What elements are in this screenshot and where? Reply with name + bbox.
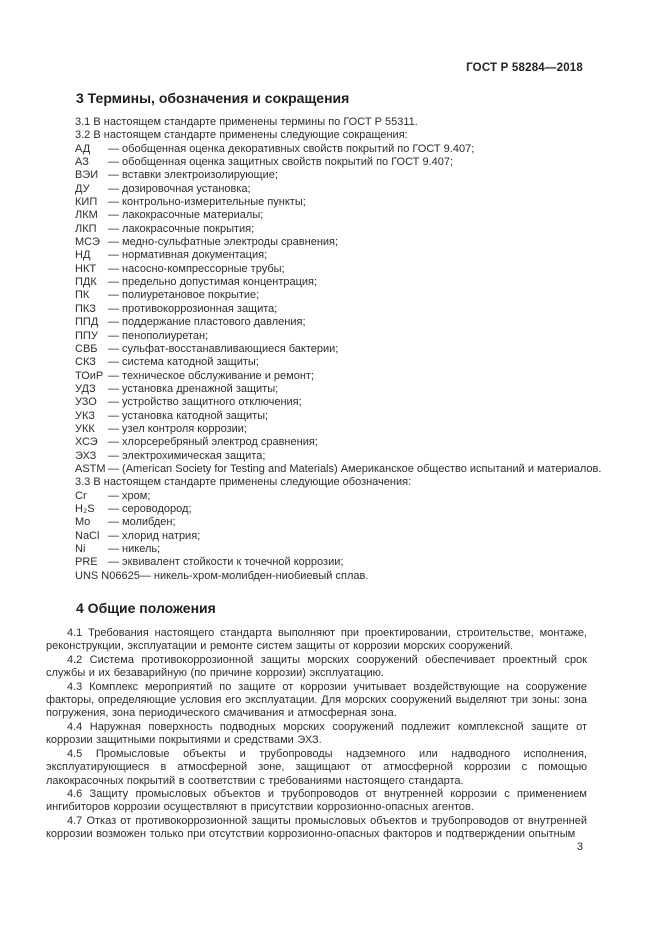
designation-symbol: Mo: [75, 516, 91, 529]
abbreviations-list: [75, 142, 602, 477]
abbreviation-row: [75, 223, 587, 236]
abbreviation-row: [75, 303, 587, 316]
abbreviation-term: УКЗ: [75, 409, 95, 422]
abbreviation-definition: — предельно допустимая концентрация;: [108, 276, 318, 289]
designation-symbol: H₂S: [75, 502, 95, 515]
abbreviation-row: [75, 410, 587, 423]
paragraph-3-2: 3.2 В настоящем стандарте применены следующие сокращения:: [75, 129, 408, 142]
abbreviation-definition: — установка дренажной защиты;: [108, 382, 279, 395]
abbreviation-definition: — вставки электроизолирующие;: [108, 169, 278, 182]
section-4-title: 4 Общие положения: [76, 600, 216, 617]
abbreviation-row: [75, 450, 587, 463]
designation-definition: — молибден;: [108, 516, 176, 529]
abbreviation-term: ЛКП: [75, 222, 97, 235]
abbreviation-term: ПДК: [75, 276, 97, 289]
abbreviation-row: [75, 209, 587, 222]
abbreviation-definition: — обобщенная оценка защитных свойств покрытий по ГОСТ 9.407;: [108, 156, 454, 169]
abbreviation-definition: — лакокрасочные покрытия;: [108, 222, 255, 235]
abbreviation-term: ПКЗ: [75, 302, 96, 315]
designation-row: [75, 556, 587, 569]
designation-row: [75, 530, 587, 543]
paragraph-3-3: 3.3 В настоящем стандарте применены следующие обозначения:: [75, 476, 412, 489]
abbreviation-term: НКТ: [75, 262, 97, 275]
abbreviation-term: МСЭ: [75, 236, 100, 249]
designation-definition: — хлорид натрия;: [108, 529, 201, 542]
abbreviation-term: СКЗ: [75, 356, 96, 369]
abbreviation-term: ППУ: [75, 329, 98, 342]
page-number: 3: [576, 841, 583, 853]
abbreviation-definition: — система катодной защиты;: [108, 356, 259, 369]
abbreviation-row: [75, 462, 602, 476]
abbreviation-definition: — установка катодной защиты;: [108, 409, 269, 422]
section-4-paragraphs: [46, 627, 587, 842]
abbreviation-term: ХСЭ: [75, 436, 98, 449]
abbreviation-row: [75, 263, 587, 276]
abbreviation-definition: — поддержание пластового давления;: [108, 316, 306, 329]
body-paragraph: 4.3 Комплекс мероприятий по защите от коррозии учитывает воздействующие на сооружение факторы, определяющие условия его эксплуатации. Для морских сооружений выделяют три зоны: зона погружения, зона периодического смачивания и атмосферная зона.: [46, 680, 587, 720]
paragraph-3-1: 3.1 В настоящем стандарте применены термины по ГОСТ Р 55311.: [75, 116, 418, 128]
abbreviation-definition: — (American Society for Testing and Materials) Американское общество испытаний и материалов.: [108, 462, 602, 475]
abbreviation-row: [75, 143, 587, 156]
abbreviation-term: УЗО: [75, 396, 97, 409]
abbreviation-row: [75, 196, 587, 209]
designation-definition: — никель-хром-молибден-ниобиевый сплав.: [139, 569, 369, 582]
designation-row: [75, 570, 587, 583]
designation-definition: — эквивалент стойкости к точечной коррозии;: [108, 556, 344, 569]
abbreviation-row: [75, 249, 587, 262]
designation-symbol: Cr: [75, 489, 87, 502]
designation-definition: — сероводород;: [108, 502, 192, 515]
abbreviation-row: [75, 316, 587, 329]
abbreviation-definition: — устройство защитного отключения;: [108, 396, 302, 409]
abbreviation-row: [75, 156, 587, 169]
abbreviation-definition: — полиуретановое покрытие;: [108, 289, 260, 302]
abbreviation-term: СВБ: [75, 342, 98, 355]
abbreviation-row: [75, 289, 587, 302]
abbreviation-definition: — обобщенная оценка декоративных свойств покрытий по ГОСТ 9.407;: [108, 142, 475, 155]
abbreviation-term: НД: [75, 249, 91, 262]
body-paragraph: 4.4 Наружная поверхность подводных морских сооружений подлежит комплексной защите от коррозии защитными покрытиями и средствами ЭХЗ.: [46, 720, 587, 747]
body-paragraph: 4.2 Система противокоррозионной защиты морских сооружений обеспечивает проектный срок службы и их безаварийную (по причине коррозии) эксплуатацию.: [46, 653, 587, 680]
designation-symbol: NaCl: [75, 529, 100, 542]
designation-symbol: Ni: [75, 543, 86, 555]
body-paragraph: 4.7 Отказ от противокоррозионной защиты промысловых объектов и трубопроводов от внутренней коррозии возможен только при отсутствии коррозионно-опасных факторов и подтверждении опытным: [46, 814, 587, 841]
abbreviation-definition: — сульфат-восстанавливающиеся бактерии;: [108, 342, 339, 355]
abbreviation-term: УДЗ: [75, 382, 96, 395]
abbreviation-term: КИП: [75, 196, 98, 209]
abbreviation-row: [75, 183, 587, 196]
page-content: [46, 90, 602, 842]
abbreviation-definition: — техническое обслуживание и ремонт;: [108, 369, 314, 382]
abbreviation-row: [75, 396, 587, 409]
abbreviation-definition: — контрольно-измерительные пункты;: [108, 196, 306, 209]
abbreviation-definition: — медно-сульфатные электроды сравнения;: [108, 236, 339, 249]
abbreviation-term: ЭХЗ: [75, 449, 97, 462]
designation-symbol: PRE: [75, 556, 98, 569]
abbreviation-row: [75, 343, 587, 356]
abbreviation-definition: — противокоррозионная защита;: [108, 302, 278, 315]
abbreviation-row: [75, 423, 587, 436]
abbreviation-definition: — хлорсеребряный электрод сравнения;: [108, 436, 318, 449]
abbreviation-row: [75, 436, 587, 449]
abbreviation-row: [75, 330, 587, 343]
body-paragraph: 4.1 Требования настоящего стандарта выполняют при проектировании, строительстве, монтаже, реконструкции, эксплуатации и ремонте систем защиты от коррозии морских сооружений.: [46, 627, 587, 653]
abbreviation-definition: — нормативная документация;: [108, 249, 268, 262]
abbreviation-row: [75, 370, 587, 383]
designation-definition: — хром;: [108, 489, 151, 502]
body-paragraph: 4.6 Защиту промысловых объектов и трубопроводов от внутренней коррозии с применением ингибиторов коррозии осуществляют в присутствии коррозионно-опасных агентов.: [46, 787, 587, 814]
doc-number-header: ГОСТ Р 58284—2018: [466, 62, 583, 74]
abbreviation-term: АД: [75, 142, 91, 155]
abbreviation-term: ДУ: [75, 182, 90, 195]
abbreviation-term: ВЭИ: [75, 169, 99, 182]
body-paragraph: 4.5 Промысловые объекты и трубопроводы надземного или надводного исполнения, эксплуатирующиеся в атмосферной зоне, защищают от атмосферной коррозии с помощью лакокрасочных покрытий в соответствии с требованиями настоящего стандарта.: [46, 747, 587, 787]
designation-definition: — никель;: [108, 543, 161, 555]
abbreviation-definition: — пенополиуретан;: [108, 329, 209, 342]
abbreviation-definition: — узел контроля коррозии;: [108, 422, 247, 435]
abbreviation-term: УКК: [75, 422, 95, 435]
abbreviation-row: [75, 169, 587, 182]
abbreviation-term: ПК: [75, 289, 90, 302]
abbreviation-term: ППД: [75, 316, 99, 329]
section-3-title: 3 Термины, обозначения и сокращения: [76, 90, 350, 106]
designation-row: [75, 503, 587, 516]
designation-row: [75, 543, 587, 556]
designation-symbol: UNS N06625: [75, 569, 140, 582]
abbreviation-definition: — насосно-компрессорные трубы;: [108, 262, 285, 275]
abbreviation-term: АЗ: [75, 156, 89, 169]
abbreviation-definition: — лакокрасочные материалы;: [108, 209, 264, 222]
abbreviation-definition: — дозировочная установка;: [108, 182, 251, 195]
abbreviation-row: [75, 383, 587, 396]
abbreviation-row: [75, 356, 587, 369]
abbreviation-term: ТОиР: [75, 369, 104, 382]
abbreviation-definition: — электрохимическая защита;: [108, 449, 266, 462]
designations-list: [75, 490, 587, 583]
designation-row: [75, 516, 587, 529]
abbreviation-term: ASTM: [75, 462, 106, 475]
abbreviation-row: [75, 236, 587, 249]
designation-row: [75, 490, 587, 503]
abbreviation-term: ЛКМ: [75, 209, 98, 222]
abbreviation-row: [75, 276, 587, 289]
